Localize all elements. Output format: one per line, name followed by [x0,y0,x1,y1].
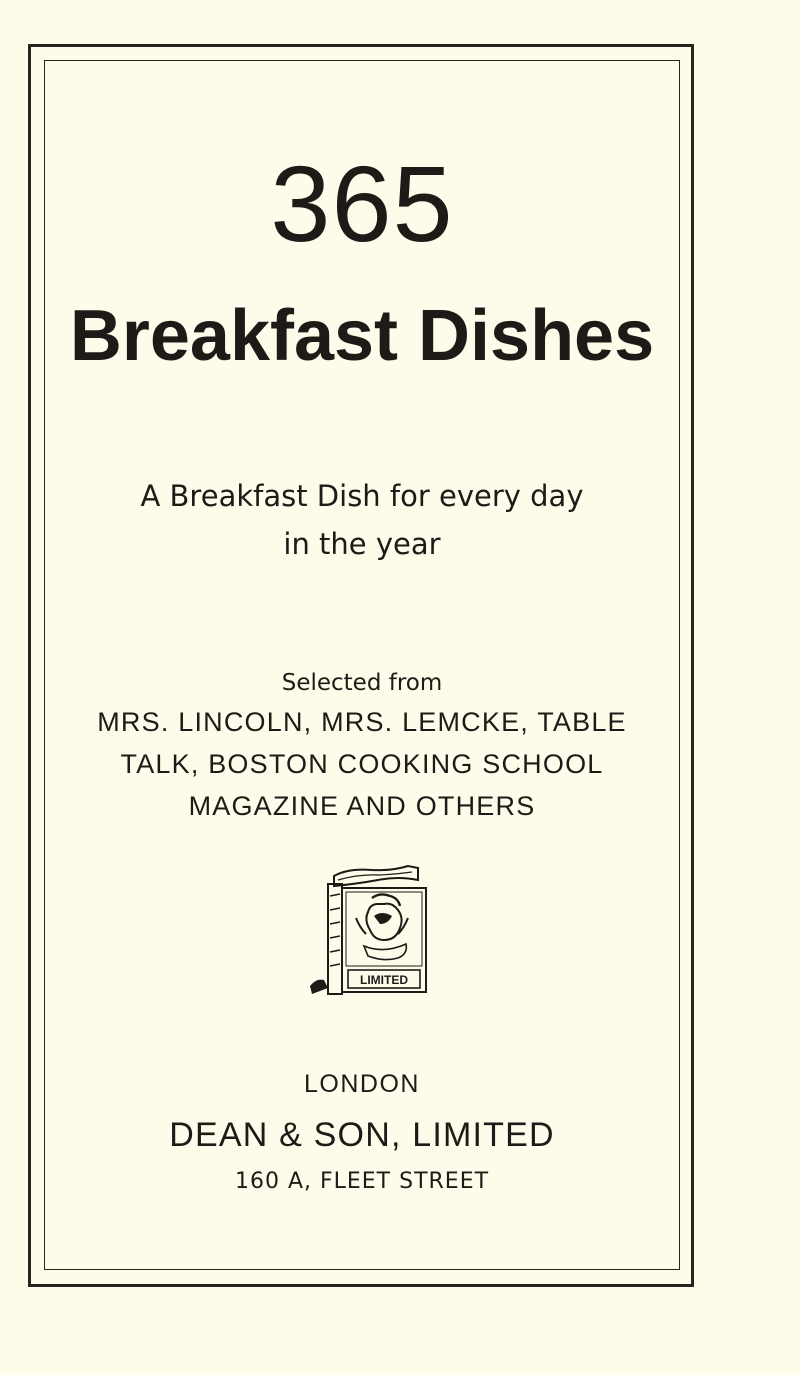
subtitle-line-1: A Breakfast Dish for every day [140,479,584,513]
publisher-mark-label: LIMITED [360,973,408,987]
sources-line-3: MAGAZINE AND OTHERS [188,791,536,821]
title-number: 365 [270,143,454,264]
city-text: LONDON [304,1070,420,1098]
publisher-mark-icon [308,858,434,998]
publisher-address: 160 A, FLEET STREET [234,1169,490,1194]
publisher-name: DEAN & SON, LIMITED [169,1116,555,1154]
title-main: Breakfast Dishes [69,296,655,376]
sources-line-2: TALK, BOSTON COOKING SCHOOL [120,749,604,779]
sources-line-1: MRS. LINCOLN, MRS. LEMCKE, TABLE [97,707,627,737]
selected-from-text: Selected from [281,670,443,696]
subtitle-line-2: in the year [283,527,441,561]
